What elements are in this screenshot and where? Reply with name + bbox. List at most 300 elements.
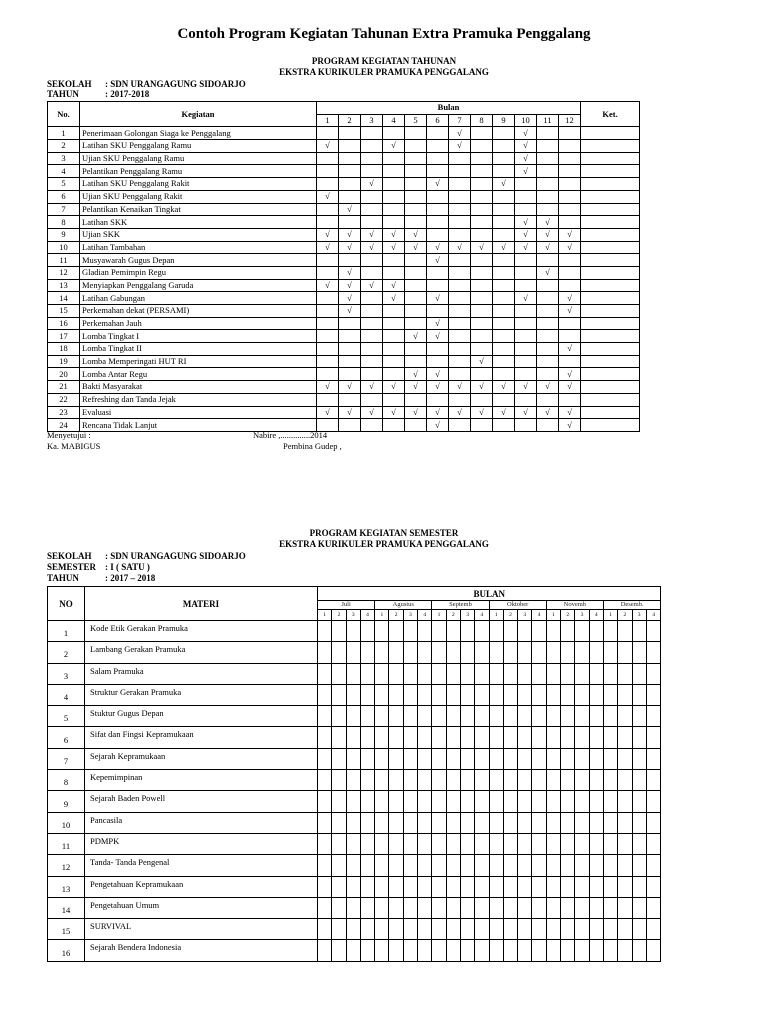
remarks-cell <box>581 419 640 432</box>
week-cell <box>589 812 603 833</box>
table-row <box>48 663 661 684</box>
week-cell <box>489 621 503 642</box>
month-cell <box>317 127 339 140</box>
month-cell <box>493 254 515 267</box>
week-cell <box>403 706 417 727</box>
week-cell <box>632 855 646 876</box>
week-cell <box>546 897 560 918</box>
week-cell <box>446 684 460 705</box>
week-cell <box>432 642 446 663</box>
material-name: Pengetahuan Kepramukaan <box>85 876 318 897</box>
week-cell <box>360 919 374 940</box>
check-mark: √ <box>427 317 449 330</box>
table-row <box>48 833 661 854</box>
week-cell <box>318 642 332 663</box>
week-cell <box>432 940 446 961</box>
week-cell <box>460 876 474 897</box>
week-cell <box>489 748 503 769</box>
week-cell <box>446 727 460 748</box>
activity-name: Gladian Pemimpin Regu <box>80 266 317 279</box>
month-cell <box>339 127 361 140</box>
remarks-cell <box>581 355 640 368</box>
check-mark: √ <box>383 241 405 254</box>
month-cell <box>493 419 515 432</box>
month-cell <box>559 127 581 140</box>
month-cell <box>405 393 427 406</box>
week-cell <box>432 812 446 833</box>
week-cell <box>432 706 446 727</box>
month-cell <box>317 355 339 368</box>
month-cell <box>537 343 559 356</box>
month-cell <box>339 368 361 381</box>
week-cell <box>446 748 460 769</box>
week-cell <box>518 876 532 897</box>
check-mark: √ <box>339 381 361 394</box>
month-cell <box>515 317 537 330</box>
week-cell <box>546 940 560 961</box>
week-cell <box>346 833 360 854</box>
week-cell <box>375 663 389 684</box>
month-cell <box>559 165 581 178</box>
week-cell <box>418 642 432 663</box>
month-cell <box>449 305 471 318</box>
material-name: Lambang Gerakan Pramuka <box>85 642 318 663</box>
week-cell <box>460 748 474 769</box>
week-cell <box>446 919 460 940</box>
month-cell <box>339 216 361 229</box>
check-mark: √ <box>449 127 471 140</box>
week-cell <box>503 727 517 748</box>
week-number-header: 2 <box>332 610 346 621</box>
week-cell <box>603 663 617 684</box>
week-cell <box>375 897 389 918</box>
week-cell <box>332 940 346 961</box>
week-cell <box>632 876 646 897</box>
month-cell <box>471 305 493 318</box>
sekolah-label: SEKOLAH <box>47 551 92 561</box>
week-cell <box>632 663 646 684</box>
month-cell <box>339 419 361 432</box>
week-cell <box>546 919 560 940</box>
week-cell <box>561 706 575 727</box>
month-number-header: 3 <box>361 114 383 127</box>
check-mark: √ <box>515 292 537 305</box>
material-name: SURVIVAL <box>85 919 318 940</box>
week-cell <box>418 919 432 940</box>
remarks-cell <box>581 406 640 419</box>
month-cell <box>405 343 427 356</box>
month-cell <box>493 152 515 165</box>
week-cell <box>318 791 332 812</box>
month-cell <box>493 279 515 292</box>
check-mark: √ <box>427 241 449 254</box>
row-number: 7 <box>48 748 85 769</box>
week-cell <box>432 727 446 748</box>
material-name: Kepemimpinan <box>85 770 318 791</box>
month-cell <box>537 140 559 153</box>
table-row <box>48 279 640 292</box>
table-row <box>48 791 661 812</box>
week-cell <box>346 621 360 642</box>
week-cell <box>532 855 546 876</box>
month-cell <box>317 292 339 305</box>
month-cell <box>493 140 515 153</box>
row-number: 17 <box>48 330 80 343</box>
check-mark: √ <box>427 292 449 305</box>
material-name: Stuktur Gugus Depan <box>85 706 318 727</box>
week-cell <box>618 812 632 833</box>
week-cell <box>518 940 532 961</box>
table-row <box>48 770 661 791</box>
check-mark: √ <box>361 178 383 191</box>
week-cell <box>460 621 474 642</box>
check-mark: √ <box>383 279 405 292</box>
week-cell <box>518 919 532 940</box>
row-number: 15 <box>48 305 80 318</box>
week-cell <box>532 876 546 897</box>
month-cell <box>493 292 515 305</box>
week-cell <box>418 791 432 812</box>
week-cell <box>546 791 560 812</box>
week-cell <box>589 919 603 940</box>
month-cell <box>405 152 427 165</box>
table-row <box>48 706 661 727</box>
week-cell <box>403 684 417 705</box>
week-cell <box>518 791 532 812</box>
table-row <box>48 266 640 279</box>
month-name-header: Oktober <box>489 601 546 610</box>
week-cell <box>561 791 575 812</box>
check-mark: √ <box>515 127 537 140</box>
month-cell <box>339 152 361 165</box>
week-cell <box>546 855 560 876</box>
col-bulan-header: BULAN <box>318 587 661 601</box>
activity-name: Bakti Masyarakat <box>80 381 317 394</box>
check-mark: √ <box>537 381 559 394</box>
month-cell <box>449 343 471 356</box>
week-cell <box>375 791 389 812</box>
week-cell <box>603 706 617 727</box>
month-cell <box>449 152 471 165</box>
week-cell <box>575 812 589 833</box>
table-row <box>48 343 640 356</box>
month-cell <box>405 317 427 330</box>
week-cell <box>403 812 417 833</box>
week-cell <box>346 684 360 705</box>
week-cell <box>332 812 346 833</box>
week-cell <box>418 663 432 684</box>
week-cell <box>475 663 489 684</box>
week-cell <box>346 663 360 684</box>
table-row <box>48 748 661 769</box>
month-cell <box>559 216 581 229</box>
material-name: Sejarah Bendera Indonesia <box>85 940 318 961</box>
material-name: Salam Pramuka <box>85 663 318 684</box>
check-mark: √ <box>317 279 339 292</box>
week-cell <box>632 897 646 918</box>
month-cell <box>471 190 493 203</box>
week-cell <box>360 663 374 684</box>
week-number-header: 2 <box>561 610 575 621</box>
row-number: 15 <box>48 919 85 940</box>
month-cell <box>405 165 427 178</box>
week-cell <box>446 855 460 876</box>
row-number: 2 <box>48 140 80 153</box>
week-cell <box>546 706 560 727</box>
month-cell <box>559 279 581 292</box>
week-cell <box>603 897 617 918</box>
week-cell <box>446 876 460 897</box>
month-cell <box>405 305 427 318</box>
month-cell <box>361 140 383 153</box>
week-cell <box>646 876 661 897</box>
activity-name: Musyawarah Gugus Depan <box>80 254 317 267</box>
month-cell <box>559 317 581 330</box>
week-cell <box>489 727 503 748</box>
week-cell <box>561 663 575 684</box>
check-mark: √ <box>317 406 339 419</box>
row-number: 4 <box>48 165 80 178</box>
week-cell <box>318 876 332 897</box>
check-mark: √ <box>317 140 339 153</box>
week-cell <box>360 727 374 748</box>
month-cell <box>361 317 383 330</box>
week-cell <box>561 770 575 791</box>
week-cell <box>603 770 617 791</box>
month-cell <box>361 419 383 432</box>
week-cell <box>575 791 589 812</box>
check-mark: √ <box>537 406 559 419</box>
week-cell <box>575 663 589 684</box>
check-mark: √ <box>405 330 427 343</box>
week-cell <box>332 919 346 940</box>
week-cell <box>518 897 532 918</box>
month-name-header: Juli <box>318 601 375 610</box>
month-cell <box>449 292 471 305</box>
row-number: 8 <box>48 770 85 791</box>
month-cell <box>405 266 427 279</box>
week-cell <box>403 727 417 748</box>
month-cell <box>537 305 559 318</box>
check-mark: √ <box>559 305 581 318</box>
week-cell <box>389 940 403 961</box>
week-cell <box>532 897 546 918</box>
week-cell <box>460 855 474 876</box>
month-cell <box>493 127 515 140</box>
month-number-header: 2 <box>339 114 361 127</box>
check-mark: √ <box>493 178 515 191</box>
month-cell <box>317 317 339 330</box>
week-cell <box>460 706 474 727</box>
week-cell <box>603 748 617 769</box>
month-cell <box>471 266 493 279</box>
week-cell <box>532 727 546 748</box>
week-cell <box>561 897 575 918</box>
week-cell <box>546 684 560 705</box>
activity-name: Perkemahan Jauh <box>80 317 317 330</box>
check-mark: √ <box>405 241 427 254</box>
table-row <box>48 381 640 394</box>
month-cell <box>559 140 581 153</box>
activity-name: Lomba Memperingati HUT RI <box>80 355 317 368</box>
week-cell <box>603 642 617 663</box>
week-cell <box>418 621 432 642</box>
week-cell <box>489 770 503 791</box>
week-cell <box>475 919 489 940</box>
week-cell <box>360 770 374 791</box>
week-cell <box>460 919 474 940</box>
month-cell <box>383 419 405 432</box>
week-cell <box>460 897 474 918</box>
week-cell <box>446 833 460 854</box>
month-cell <box>361 203 383 216</box>
week-cell <box>561 833 575 854</box>
week-cell <box>603 876 617 897</box>
week-number-header: 1 <box>603 610 617 621</box>
week-cell <box>318 684 332 705</box>
check-mark: √ <box>361 279 383 292</box>
week-cell <box>489 833 503 854</box>
month-cell <box>317 393 339 406</box>
activity-name: Lomba Tingkat II <box>80 343 317 356</box>
check-mark: √ <box>317 241 339 254</box>
row-number: 3 <box>48 663 85 684</box>
month-cell <box>515 178 537 191</box>
week-cell <box>418 770 432 791</box>
week-cell <box>603 621 617 642</box>
month-cell <box>471 228 493 241</box>
week-cell <box>418 748 432 769</box>
week-cell <box>603 833 617 854</box>
week-cell <box>446 663 460 684</box>
week-cell <box>589 876 603 897</box>
month-cell <box>405 292 427 305</box>
row-number: 19 <box>48 355 80 368</box>
month-cell <box>537 317 559 330</box>
month-cell <box>383 254 405 267</box>
check-mark: √ <box>405 228 427 241</box>
month-cell <box>427 165 449 178</box>
month-number-header: 1 <box>317 114 339 127</box>
check-mark: √ <box>559 419 581 432</box>
week-cell <box>375 940 389 961</box>
week-cell <box>389 748 403 769</box>
week-cell <box>532 812 546 833</box>
month-cell <box>383 203 405 216</box>
month-cell <box>339 343 361 356</box>
remarks-cell <box>581 381 640 394</box>
week-cell <box>618 855 632 876</box>
month-cell <box>383 368 405 381</box>
mabigus-label: Ka. MABIGUS <box>47 441 101 451</box>
check-mark: √ <box>471 355 493 368</box>
week-cell <box>389 919 403 940</box>
week-cell <box>489 663 503 684</box>
week-cell <box>318 940 332 961</box>
row-number: 11 <box>48 833 85 854</box>
month-cell <box>559 178 581 191</box>
month-cell <box>559 355 581 368</box>
week-cell <box>446 791 460 812</box>
week-cell <box>632 621 646 642</box>
month-cell <box>471 393 493 406</box>
week-number-header: 1 <box>375 610 389 621</box>
week-cell <box>603 791 617 812</box>
week-cell <box>561 642 575 663</box>
week-cell <box>589 727 603 748</box>
month-cell <box>515 266 537 279</box>
week-cell <box>346 812 360 833</box>
activity-name: Latihan SKU Penggalang Ramu <box>80 140 317 153</box>
week-cell <box>575 621 589 642</box>
week-cell <box>589 897 603 918</box>
week-cell <box>575 919 589 940</box>
month-cell <box>559 266 581 279</box>
week-cell <box>532 791 546 812</box>
month-cell <box>493 317 515 330</box>
week-cell <box>432 919 446 940</box>
week-cell <box>375 876 389 897</box>
check-mark: √ <box>559 406 581 419</box>
week-cell <box>632 684 646 705</box>
check-mark: √ <box>383 406 405 419</box>
month-number-header: 9 <box>493 114 515 127</box>
row-number: 12 <box>48 855 85 876</box>
month-cell <box>471 127 493 140</box>
week-cell <box>503 621 517 642</box>
week-cell <box>318 663 332 684</box>
month-cell <box>361 266 383 279</box>
week-number-header: 4 <box>646 610 661 621</box>
week-cell <box>460 791 474 812</box>
week-cell <box>375 684 389 705</box>
semester-program-table <box>47 586 661 962</box>
month-cell <box>339 254 361 267</box>
semester-period-line <box>47 562 150 572</box>
annual-program-table <box>47 101 640 432</box>
month-cell <box>471 140 493 153</box>
month-number-header: 7 <box>449 114 471 127</box>
check-mark: √ <box>449 241 471 254</box>
week-cell <box>360 748 374 769</box>
week-cell <box>446 770 460 791</box>
week-cell <box>332 642 346 663</box>
month-cell <box>493 266 515 279</box>
month-cell <box>449 317 471 330</box>
week-cell <box>575 897 589 918</box>
week-cell <box>632 791 646 812</box>
week-cell <box>575 940 589 961</box>
week-cell <box>403 833 417 854</box>
check-mark: √ <box>493 241 515 254</box>
week-cell <box>346 770 360 791</box>
week-cell <box>489 919 503 940</box>
table-row <box>48 228 640 241</box>
week-cell <box>589 940 603 961</box>
week-cell <box>432 897 446 918</box>
month-cell <box>449 368 471 381</box>
week-cell <box>518 706 532 727</box>
week-cell <box>561 876 575 897</box>
check-mark: √ <box>339 266 361 279</box>
week-cell <box>418 706 432 727</box>
check-mark: √ <box>559 343 581 356</box>
week-cell <box>460 833 474 854</box>
remarks-cell <box>581 127 640 140</box>
check-mark: √ <box>427 419 449 432</box>
row-number: 6 <box>48 727 85 748</box>
check-mark: √ <box>537 216 559 229</box>
